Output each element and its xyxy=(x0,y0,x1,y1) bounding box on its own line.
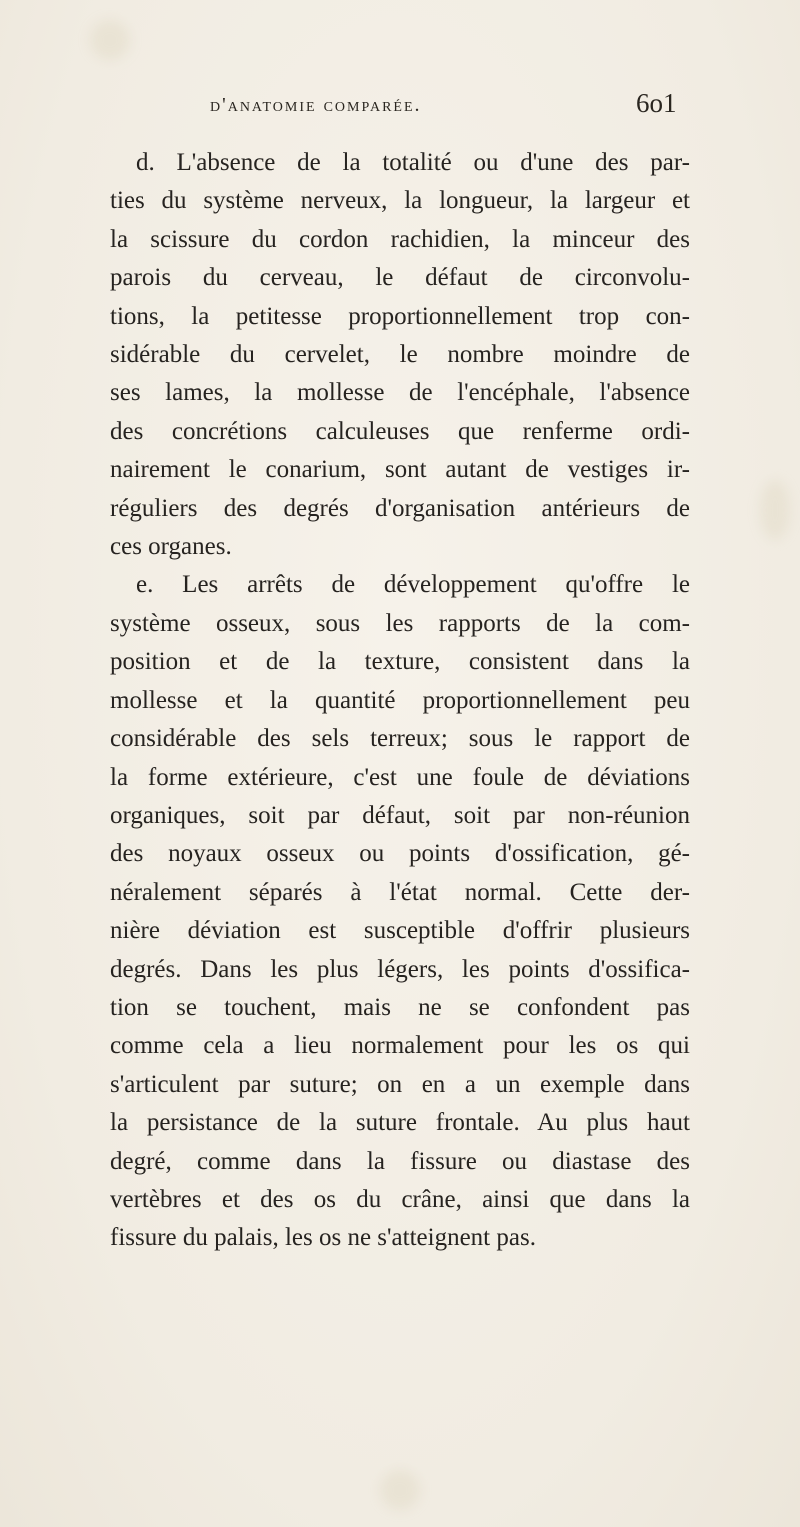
text-line: système osseux, sous les rapports de la com- xyxy=(110,609,690,637)
text-line: tions, la petitesse proportionnellement trop con- xyxy=(110,302,690,330)
paragraph-d xyxy=(110,144,690,566)
text-line: degré, comme dans la fissure ou diastase des xyxy=(110,1147,690,1175)
text-line: nière déviation est susceptible d'offrir plusieurs xyxy=(110,917,690,945)
text-line: ties du système nerveux, la longueur, la largeur et xyxy=(110,187,690,215)
text-line: vertèbres et des os du crâne, ainsi que dans la xyxy=(110,1185,690,1213)
page-number: 6o1 xyxy=(636,88,677,118)
text-line: fissure du palais, les os ne s'atteignent pas. xyxy=(110,1224,536,1252)
text-line: considérable des sels terreux; sous le rapport de xyxy=(110,725,690,753)
text-line: e. Les arrêts de développement qu'offre le xyxy=(136,571,690,599)
text-line: la scissure du cordon rachidien, la minceur des xyxy=(110,225,690,253)
text-line: parois du cerveau, le défaut de circonvolu- xyxy=(110,264,690,292)
text-line: réguliers des degrés d'organisation antérieurs de xyxy=(110,494,690,522)
text-line: des concrétions calculeuses que renferme ordi- xyxy=(110,417,690,445)
text-line: degrés. Dans les plus légers, les points d'ossifica- xyxy=(110,955,690,983)
paper-stain xyxy=(380,1470,420,1510)
text-line: position et de la texture, consistent dans la xyxy=(110,648,690,676)
text-line: sidérable du cervelet, le nombre moindre de xyxy=(110,341,690,369)
text-line: tion se touchent, mais ne se confondent pas xyxy=(110,993,690,1021)
text-line: des noyaux osseux ou points d'ossification, gé- xyxy=(110,840,690,868)
text-line: ces organes. xyxy=(110,533,232,561)
text-line: d. L'absence de la totalité ou d'une des par- xyxy=(136,149,690,176)
text-line: s'articulent par suture; on en a un exemple dans xyxy=(110,1070,690,1098)
text-line: mollesse et la quantité proportionnellement peu xyxy=(110,686,690,714)
text-line: comme cela a lieu normalement pour les os qui xyxy=(110,1032,690,1060)
text-line: la persistance de la suture frontale. Au plus haut xyxy=(110,1109,690,1137)
text-line: nairement le conarium, sont autant de vestiges ir- xyxy=(110,456,690,484)
paper-stain xyxy=(90,20,130,60)
page-header xyxy=(0,88,800,128)
text-line: néralement séparés à l'état normal. Cette der- xyxy=(110,878,690,906)
paper-stain xyxy=(760,480,790,540)
text-line: la forme extérieure, c'est une foule de déviations xyxy=(110,763,690,791)
paragraph-e xyxy=(110,566,690,1257)
running-head: d'anatomie comparée. xyxy=(210,94,422,116)
text-line: organiques, soit par défaut, soit par non-réunion xyxy=(110,801,690,829)
text-line: ses lames, la mollesse de l'encéphale, l'absence xyxy=(110,379,690,407)
body-text xyxy=(110,144,690,1258)
